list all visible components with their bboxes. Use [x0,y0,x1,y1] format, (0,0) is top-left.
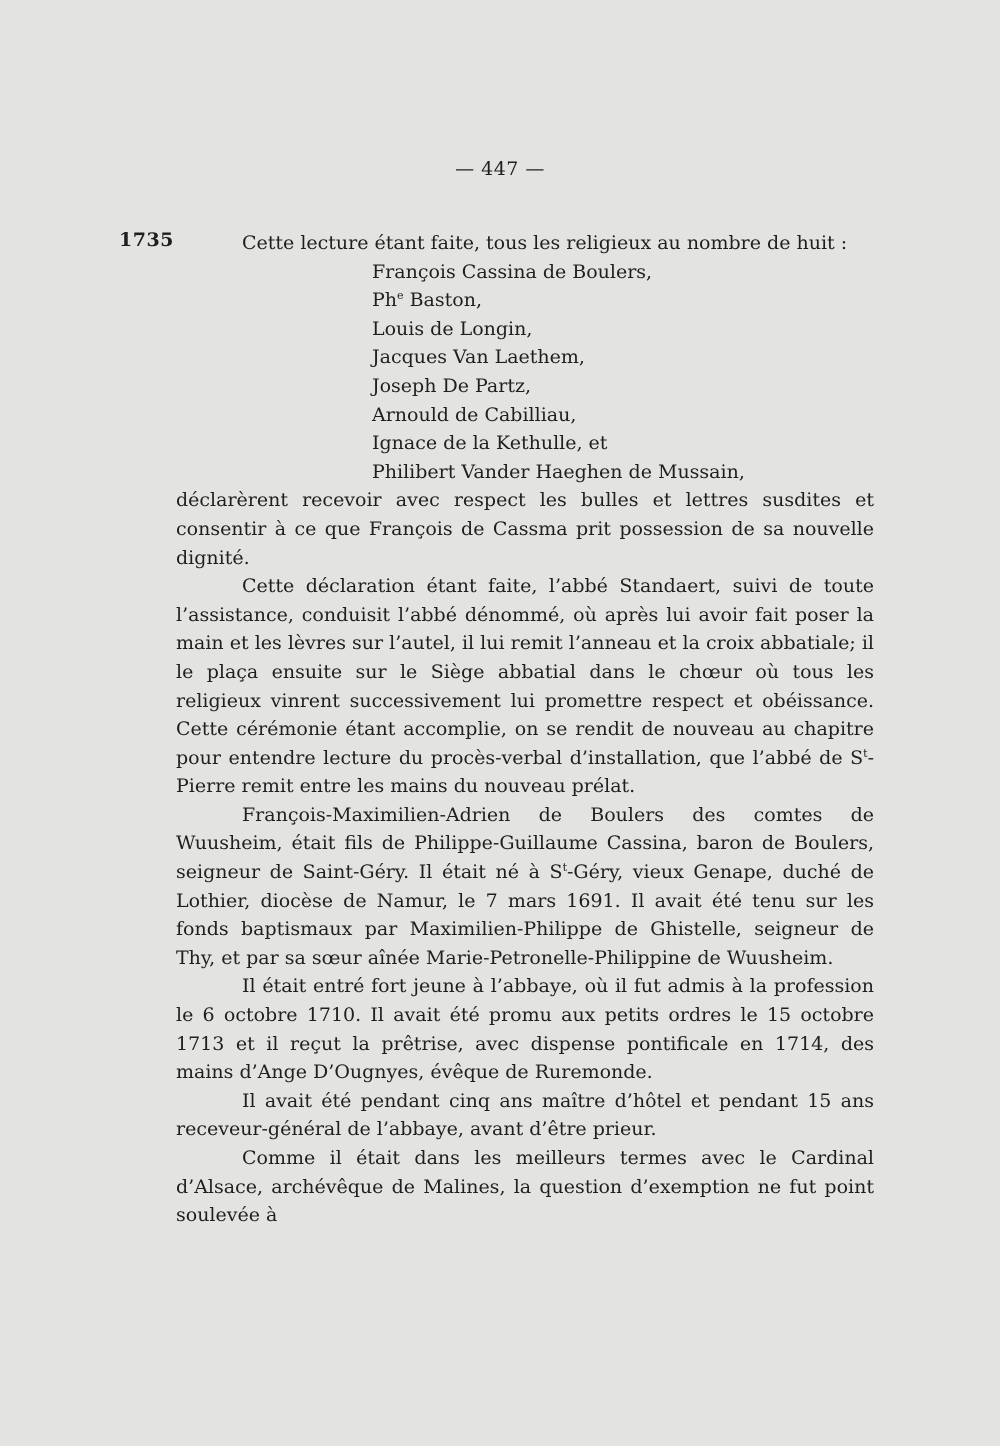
superscript: e [397,289,404,303]
paragraph: Comme il était dans les meilleurs termes avec le Cardinal d’Alsace, archévêque de Malines, la question d’exemption ne fut point soulevée à [176,1147,874,1227]
paragraph [176,572,874,801]
paragraph-closing: déclarèrent recevoir avec respect les bulles et lettres susdites et consentir à ce que François de Cassma prit possession de sa nouvelle dignité. [176,489,874,569]
religious-names-list [176,258,874,487]
superscript: t [863,746,868,760]
paragraph [176,801,874,973]
name-item: Arnould de Cabilliau, [372,403,577,426]
name-item: Joseph De Partz, [372,374,532,397]
paragraph-opening: Cette lecture étant faite, tous les religieux au nombre de huit : [242,232,848,254]
page-number: — 447 — [455,158,545,180]
name-item: Jacques Van Laethem, [372,346,585,369]
text-run: François-Maximilien-Adrien de Boulers des comtes de Wuusheim, était fils de Philippe-Guillaume Cassina, baron de Boulers, seigneur de Saint-Géry. Il était né à S [176,803,874,884]
text-run: -Pierre remit entre les mains du nouveau prélat. [176,746,874,798]
text-run: Cette déclaration étant faite, l’abbé Standaert, suivi de toute l’assistance, conduisit l’abbé dénommé, où après lui avoir fait poser la main et les lèvres sur l’autel, il lui remit l’anneau et la croix abbatiale; il le plaça ensuite sur le Siège abbatial dans le chœur où tous les religieux vinrent successivement lui promettre respect et obéissance. Cette cérémonie étant accomplie, on se rendit de nouveau au chapitre pour entendre lecture du procès-verbal d’installation, que l’abbé de S [176,575,874,769]
name-text: Baston, [409,289,482,312]
body-text [176,229,874,1230]
text-run: -Géry, vieux Genape, duché de Lothier, diocèse de Namur, le 7 mars 1691. Il avait été tenu sur les fonds baptismaux par Maximilien-Philippe de Ghistelle, seigneur de Thy, et par sa sœur aînée Marie-Petronelle-Philippine de Wuusheim. [176,861,874,969]
superscript: t [562,861,567,875]
name-item: François Cassina de Boulers, [372,260,653,283]
name-item [372,286,874,315]
name-item: Ignace de la Kethulle, et [372,432,608,455]
name-item: Louis de Longin, [372,317,533,340]
paragraph: Il était entré fort jeune à l’abbaye, où il fut admis à la profession le 6 octobre 1710. Il avait été promu aux petits ordres le 15 octobre 1713 et il reçut la prêtrise, avec dispense pontificale en 1714, des mains d’Ange D’Ougnyes, évêque de Ruremonde. [176,975,874,1084]
name-item: Philibert Vander Haeghen de Mussain, [372,460,745,483]
name-prefix: Ph [372,289,398,312]
paragraph: Il avait été pendant cinq ans maître d’hôtel et pendant 15 ans receveur-général de l’abbaye, avant d’être prieur. [176,1089,874,1141]
margin-year: 1735 [119,229,174,251]
